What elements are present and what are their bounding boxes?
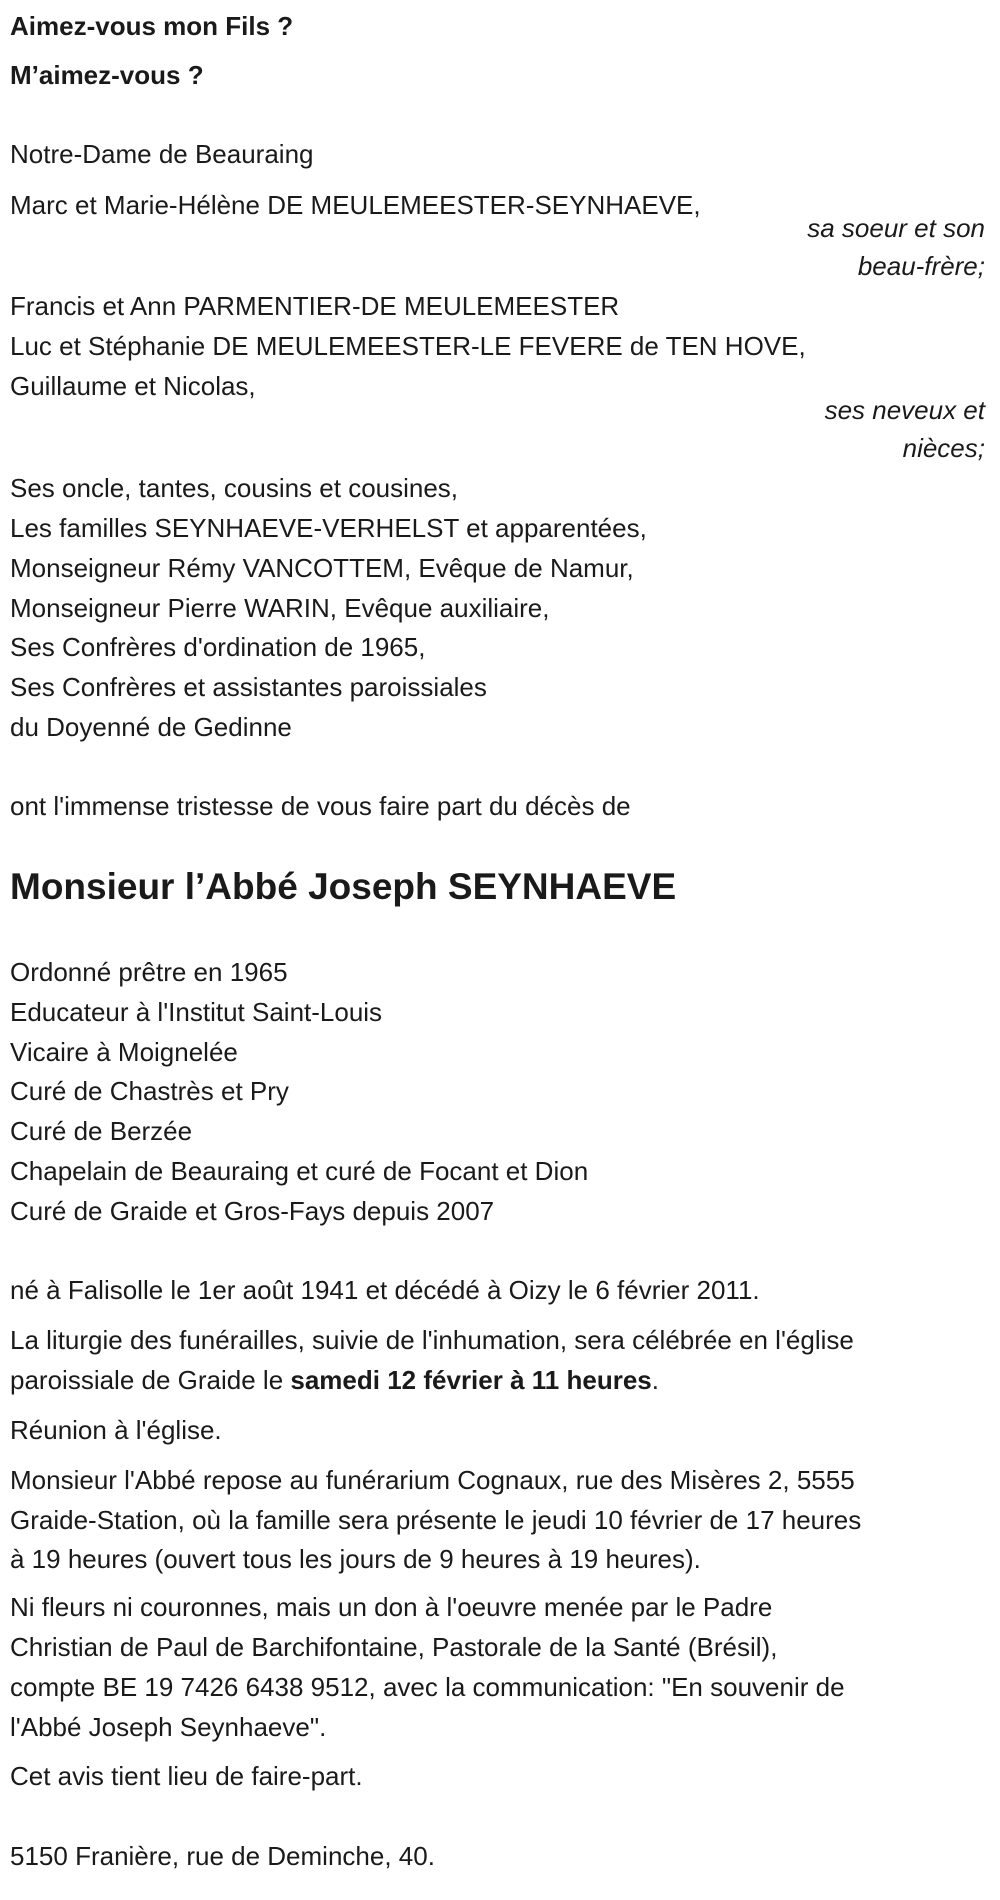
funeral-line [10,1364,659,1396]
funeral-text: paroissiale de Graide le [10,1365,291,1395]
career-line: Educateur à l'Institut Saint-Louis [10,997,383,1027]
donation-line: l'Abbé Joseph Seynhaeve". [10,1712,327,1742]
family-line: Marc et Marie-Hélène DE MEULEMEESTER-SEYNHAEVE, [10,190,701,220]
donation-line: Ni fleurs ni couronnes, mais un don à l'oeuvre menée par le Padre [10,1592,773,1622]
others-line: Monseigneur Rémy VANCOTTEM, Evêque de Namur, [10,553,634,583]
deceased-name: Monsieur l’Abbé Joseph SEYNHAEVE [10,866,677,907]
family-line: Luc et Stéphanie DE MEULEMEESTER-LE FEVERE de TEN HOVE, [10,331,806,361]
sender: Notre-Dame de Beauraing [10,139,314,169]
funeral-date: samedi 12 février à 11 heures [290,1365,652,1395]
donation-line: Christian de Paul de Barchifontaine, Pastorale de la Santé (Brésil), [10,1632,778,1662]
others-line: Monseigneur Pierre WARIN, Evêque auxiliaire, [10,593,550,623]
relation: nièces; [902,433,985,463]
family-line: Francis et Ann PARMENTIER-DE MEULEMEESTER [10,291,620,321]
others-line: Ses Confrères d'ordination de 1965, [10,632,426,662]
relation: beau-frère; [857,251,985,281]
career-line: Ordonné prêtre en 1965 [10,957,288,987]
career-line: Chapelain de Beauraing et curé de Focant et Dion [10,1156,589,1186]
family-line: Guillaume et Nicolas, [10,371,256,401]
rest-line: Graide-Station, où la famille sera présente le jeudi 10 février de 17 heures [10,1505,862,1535]
donation-line: compte BE 19 7426 6438 9512, avec la communication: "En souvenir de [10,1672,845,1702]
career-line: Curé de Graide et Gros-Fays depuis 2007 [10,1196,495,1226]
relation: sa soeur et son [807,213,985,243]
rest-line: à 19 heures (ouvert tous les jours de 9 heures à 19 heures). [10,1544,701,1574]
funeral-text: . [651,1365,659,1395]
intro-line: M’aimez-vous ? [10,60,204,90]
others-line: Les familles SEYNHAEVE-VERHELST et apparentées, [10,513,647,543]
others-line: Ses Confrères et assistantes paroissiales [10,672,487,702]
career-line: Curé de Berzée [10,1116,193,1146]
rest-line: Monsieur l'Abbé repose au funérarium Cognaux, rue des Misères 2, 5555 [10,1465,855,1495]
career-line: Curé de Chastrès et Pry [10,1076,289,1106]
others-line: du Doyenné de Gedinne [10,712,292,742]
announcement: ont l'immense tristesse de vous faire part du décès de [10,791,631,821]
others-line: Ses oncle, tantes, cousins et cousines, [10,473,459,503]
intro-line: Aimez-vous mon Fils ? [10,11,294,41]
address: 5150 Franière, rue de Deminche, 40. [10,1841,435,1871]
meeting: Réunion à l'église. [10,1415,222,1445]
funeral-line: La liturgie des funérailles, suivie de l'inhumation, sera célébrée en l'église [10,1325,854,1355]
notice: Cet avis tient lieu de faire-part. [10,1761,363,1791]
dates: né à Falisolle le 1er août 1941 et décédé à Oizy le 6 février 2011. [10,1275,760,1305]
relation: ses neveux et [824,395,985,425]
career-line: Vicaire à Moignelée [10,1037,238,1067]
